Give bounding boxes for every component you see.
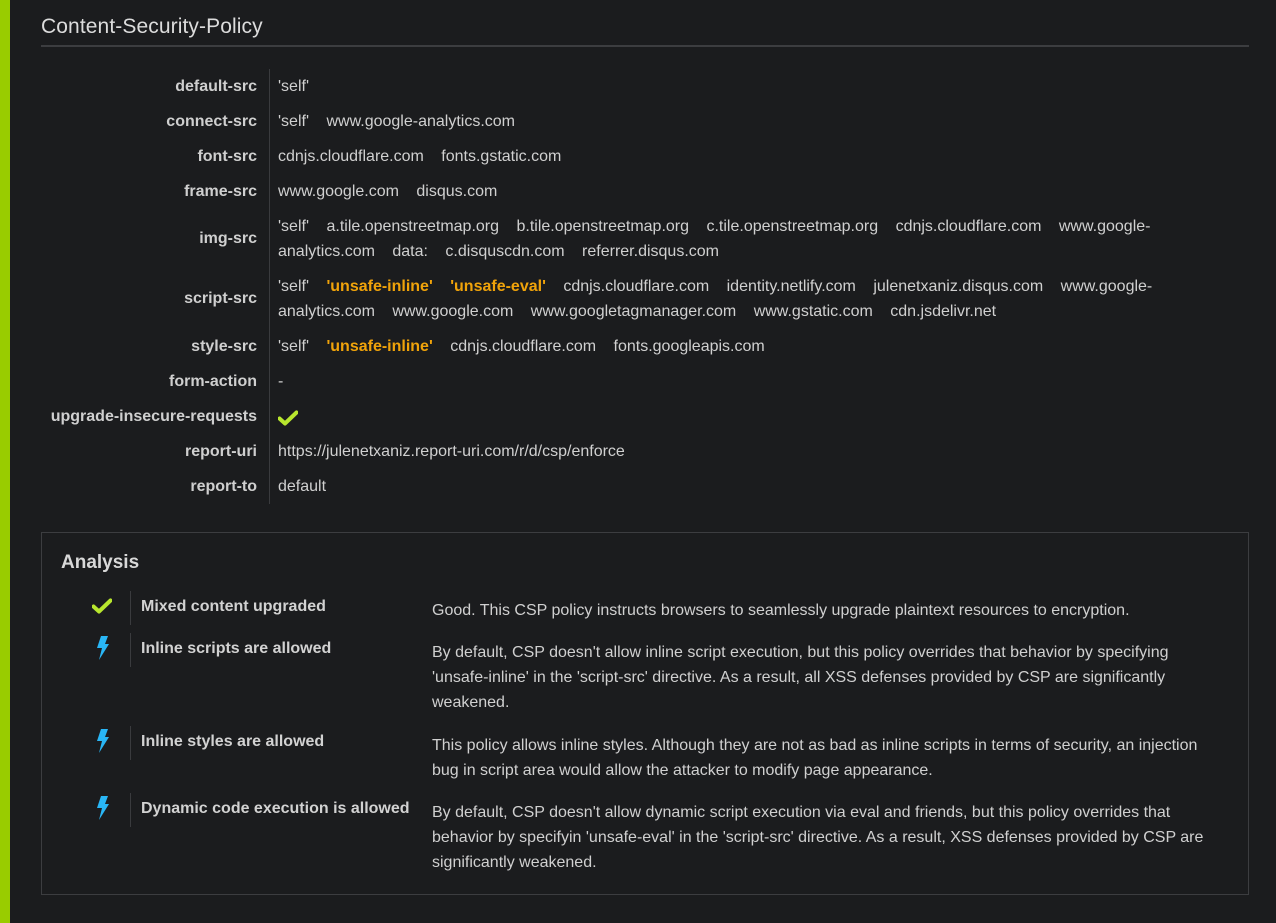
analysis-item-title: Inline styles are allowed bbox=[141, 733, 325, 750]
bolt-icon bbox=[96, 636, 118, 658]
accent-bar bbox=[0, 0, 10, 923]
unsafe-source: 'unsafe-inline' bbox=[326, 338, 433, 355]
bolt-icon bbox=[96, 729, 118, 751]
divider bbox=[130, 633, 131, 667]
directive-value bbox=[270, 139, 1199, 174]
source: 'self' bbox=[278, 113, 310, 130]
source: b.tile.openstreetmap.org bbox=[516, 218, 690, 235]
directive-row-report-uri bbox=[41, 434, 1198, 469]
unsafe-source: 'unsafe-eval' bbox=[450, 278, 546, 295]
source: www.gstatic.com bbox=[753, 303, 873, 320]
source: data: bbox=[392, 243, 428, 260]
directive-name: form-action bbox=[169, 372, 257, 390]
source: julenetxaniz.disqus.com bbox=[873, 278, 1044, 295]
analysis-panel bbox=[41, 532, 1249, 895]
source: https://julenetxaniz.report-uri.com/r/d/csp/enforce bbox=[278, 443, 625, 460]
source: cdnjs.cloudflare.com bbox=[895, 218, 1042, 235]
directive-value bbox=[270, 174, 1199, 209]
source: c.tile.openstreetmap.org bbox=[706, 218, 879, 235]
source: identity.netlify.com bbox=[726, 278, 856, 295]
divider bbox=[130, 793, 131, 827]
source: referrer.disqus.com bbox=[582, 243, 719, 260]
source: c.disquscdn.com bbox=[445, 243, 565, 260]
source: 'self' bbox=[278, 78, 310, 95]
directive-value bbox=[270, 104, 1199, 139]
unsafe-source: 'unsafe-inline' bbox=[326, 278, 433, 295]
csp-directives-table bbox=[41, 69, 1198, 504]
divider bbox=[130, 591, 131, 625]
section-title: Content-Security-Policy bbox=[41, 0, 1249, 47]
directive-row-img-src bbox=[41, 209, 1198, 269]
analysis-item-description: Good. This CSP policy instructs browsers to seamlessly upgrade plaintext resources to encryption. bbox=[432, 602, 1130, 619]
source: default bbox=[278, 478, 327, 495]
directive-row-frame-src bbox=[41, 174, 1198, 209]
directive-row-font-src bbox=[41, 139, 1198, 174]
source: cdnjs.cloudflare.com bbox=[278, 148, 424, 165]
source: cdn.jsdelivr.net bbox=[890, 303, 997, 320]
source: www.google-analytics.com bbox=[278, 278, 1153, 320]
directive-name: report-to bbox=[190, 477, 257, 495]
directive-row-default-src bbox=[41, 69, 1198, 104]
csp-section bbox=[41, 0, 1249, 871]
source: www.googletagmanager.com bbox=[530, 303, 737, 320]
check-icon bbox=[92, 598, 114, 620]
source: 'self' bbox=[278, 338, 310, 355]
directive-name: style-src bbox=[191, 337, 257, 355]
analysis-item-title: Inline scripts are allowed bbox=[141, 640, 332, 657]
source: disqus.com bbox=[416, 183, 498, 200]
directive-value bbox=[270, 269, 1199, 329]
directive-name: font-src bbox=[197, 147, 257, 165]
source: www.google-analytics.com bbox=[278, 218, 1151, 260]
source: - bbox=[278, 373, 284, 390]
directive-value bbox=[270, 469, 1199, 504]
directive-name: default-src bbox=[175, 77, 257, 95]
directive-value bbox=[270, 399, 1199, 434]
source: a.tile.openstreetmap.org bbox=[326, 218, 500, 235]
directive-value bbox=[270, 329, 1199, 364]
source: 'self' bbox=[278, 278, 310, 295]
bolt-icon bbox=[96, 796, 118, 818]
divider bbox=[130, 726, 131, 760]
source: cdnjs.cloudflare.com bbox=[563, 278, 710, 295]
analysis-item-description: By default, CSP doesn't allow dynamic script execution via eval and friends, but this policy overrides that behavior by specifyin 'unsafe-eval' in the 'script-src' directive. As a result, XSS defenses provided by CSP are significantly weakened. bbox=[432, 804, 1204, 871]
analysis-item-description: By default, CSP doesn't allow inline script execution, but this policy overrides that behavior by specifying 'unsafe-inline' in the 'script-src' directive. As a result, all XSS defenses provided by CSP are significantly weakened. bbox=[432, 644, 1169, 711]
directive-name: img-src bbox=[199, 230, 257, 247]
directive-row-upgrade-insecure-requests bbox=[41, 399, 1198, 434]
source: www.google-analytics.com bbox=[326, 113, 515, 130]
directive-value bbox=[270, 364, 1199, 399]
directive-name: frame-src bbox=[184, 182, 257, 200]
directive-row-script-src bbox=[41, 269, 1198, 329]
analysis-item-title: Dynamic code execution is allowed bbox=[141, 800, 410, 817]
directive-name: connect-src bbox=[166, 112, 257, 130]
check-icon bbox=[278, 409, 296, 425]
source: fonts.gstatic.com bbox=[441, 148, 562, 165]
analysis-title: Analysis bbox=[61, 552, 140, 573]
source: www.google.com bbox=[392, 303, 514, 320]
analysis-item-description: This policy allows inline styles. Although they are not as bad as inline scripts in terms of security, an injection bug in script area would allow the attacker to modify page appearance. bbox=[432, 737, 1198, 779]
source: fonts.googleapis.com bbox=[613, 338, 765, 355]
directive-row-connect-src bbox=[41, 104, 1198, 139]
source: www.google.com bbox=[278, 183, 399, 200]
directive-value bbox=[270, 69, 1199, 104]
directive-row-form-action bbox=[41, 364, 1198, 399]
source: 'self' bbox=[278, 218, 310, 235]
analysis-item-title: Mixed content upgraded bbox=[141, 598, 326, 615]
directive-value bbox=[270, 209, 1199, 269]
directive-row-style-src bbox=[41, 329, 1198, 364]
directive-name: report-uri bbox=[185, 442, 257, 460]
source: cdnjs.cloudflare.com bbox=[450, 338, 597, 355]
directive-name: upgrade-insecure-requests bbox=[50, 407, 257, 425]
directive-value bbox=[270, 434, 1199, 469]
directive-name: script-src bbox=[184, 290, 257, 307]
directive-row-report-to bbox=[41, 469, 1198, 504]
